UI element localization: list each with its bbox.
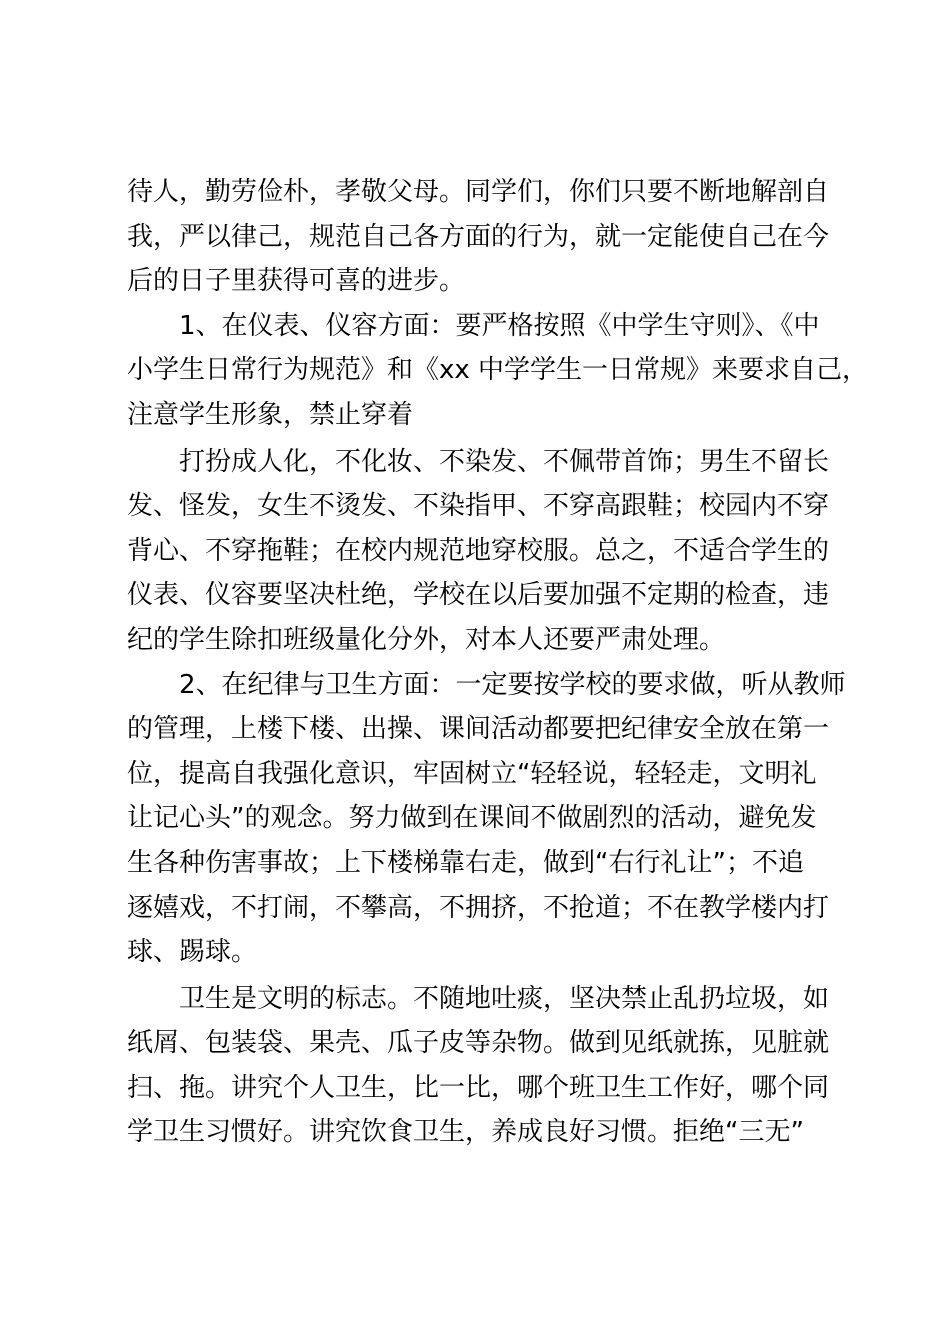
text-line: 小学生日常行为规范》和《xx 中学学生一日常规》来要求自己， bbox=[127, 355, 869, 386]
text-line: 逐嬉戏，不打闹，不攀高，不拥挤，不抢道；不在教学楼内打 bbox=[127, 892, 830, 923]
text-line: 纪的学生除扣班级量化分外，对本人还要严肃处理。 bbox=[127, 624, 726, 655]
text-line: 让记心头”的观念。努力做到在课间不做剧烈的活动，避免发 bbox=[127, 803, 817, 834]
text-line: 位，提高自我强化意识，牢固树立“轻轻说，轻轻走，文明礼 bbox=[127, 758, 817, 789]
text-line: 仪表、仪容要坚决杜绝，学校在以后要加强不定期的检查，违 bbox=[127, 580, 830, 611]
text-line: 我，严以律己，规范自己各方面的行为，就一定能使自己在今 bbox=[127, 221, 830, 252]
text-line: 打扮成人化，不化妆、不染发、不佩带首饰；男生不留长 bbox=[179, 446, 830, 477]
text-line: 待人，勤劳俭朴，孝敬父母。同学们，你们只要不断地解剖自 bbox=[127, 177, 830, 207]
text-line: 纸屑、包装袋、果壳、瓜子皮等杂物。做到见纸就拣，见脏就 bbox=[127, 1028, 830, 1059]
text-line: 学卫生习惯好。讲究饮食卫生，养成良好习惯。拒绝“三无” bbox=[127, 1117, 804, 1148]
text-line: 球、踢球。 bbox=[127, 937, 258, 968]
text-line: 后的日子里获得可喜的进步。 bbox=[127, 266, 466, 297]
text-line: 扫、拖。讲究个人卫生，比一比，哪个班卫生工作好，哪个同 bbox=[127, 1072, 830, 1103]
text-line: 2、在纪律与卫生方面：一定要按学校的要求做，听从教师 bbox=[179, 669, 846, 700]
text-line: 生各种伤害事故；上下楼梯靠右走，做到“右行礼让”；不追 bbox=[127, 847, 804, 878]
text-line: 发、怪发，女生不烫发、不染指甲、不穿高跟鞋；校园内不穿 bbox=[127, 491, 830, 522]
text-line: 注意学生形象，禁止穿着 bbox=[127, 399, 414, 430]
text-line: 1、在仪表、仪容方面：要严格按照《中学生守则》、《中 bbox=[179, 310, 820, 341]
text-line: 的管理，上楼下楼、出操、课间活动都要把纪律安全放在第一 bbox=[127, 714, 830, 745]
document-body bbox=[127, 170, 869, 1155]
text-line: 背心、不穿拖鞋；在校内规范地穿校服。总之，不适合学生的 bbox=[127, 535, 830, 566]
text-line: 卫生是文明的标志。不随地吐痰，坚决禁止乱扔垃圾，如 bbox=[179, 983, 830, 1014]
